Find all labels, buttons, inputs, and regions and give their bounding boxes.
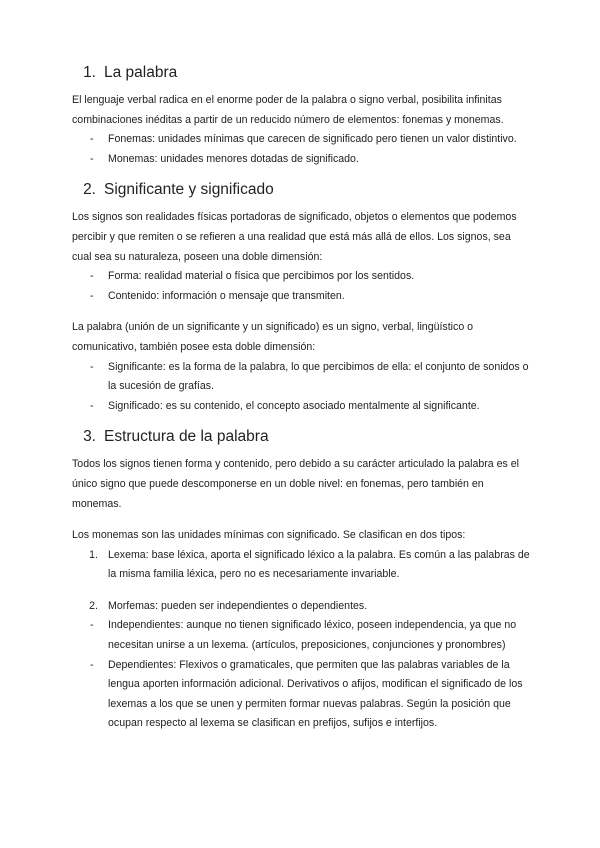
numbered-item — [72, 597, 530, 617]
list-item — [72, 397, 530, 417]
list-item-text: Fonemas: unidades mínimas que carecen de significado pero tienen un valor distintivo. — [108, 133, 517, 146]
section-number: 3. — [83, 428, 96, 446]
numbered-item-text: Morfemas: pueden ser independientes o dependientes. — [108, 599, 368, 612]
numbered-list — [72, 546, 530, 585]
section-title: Estructura de la palabra — [104, 428, 269, 446]
section-paragraph: La palabra (unión de un significante y un significado) es un signo, verbal, lingüístico o comunicativo, también posee esta doble dimensión: — [72, 321, 474, 353]
bullet-list — [72, 616, 530, 734]
section-number: 1. — [83, 64, 96, 81]
list-marker: - — [90, 619, 94, 632]
list-item-text: Significante: es la forma de la palabra, lo que percibimos de ella: el conjunto de sonidos o la sucesión de grafías. — [108, 360, 529, 393]
list-item — [72, 656, 530, 734]
section-heading-1 — [72, 62, 530, 84]
section-paragraph: El lenguaje verbal radica en el enorme poder de la palabra o signo verbal, posibilita infinitas combinaciones inéditas a partir de un reducido número de elementos: fonemas y monemas. — [72, 94, 504, 126]
section-paragraph: Los signos son realidades físicas portadoras de significado, objetos o elementos que podemos percibir y que remiten o se refieren a una realidad que está más allá de ellos. Los signos, sea cual sea su naturaleza, poseen una doble dimensión: — [72, 211, 517, 263]
list-marker: - — [90, 152, 94, 165]
list-marker: - — [90, 360, 94, 373]
list-item-text: Independientes: aunque no tienen significado léxico, poseen independencia, ya que no necesitan unirse a un lexema. (artículos, preposiciones, conjunciones y pronombres) — [108, 619, 517, 652]
list-marker: - — [90, 289, 94, 302]
list-marker: - — [90, 399, 94, 412]
numbered-item — [72, 546, 530, 585]
document-page — [72, 62, 530, 734]
list-item-text: Significado: es su contenido, el concepto asociado mentalmente al significante. — [108, 399, 480, 412]
section-heading-2 — [72, 179, 530, 201]
list-marker: - — [90, 270, 94, 283]
list-item — [72, 150, 530, 170]
section-heading-3 — [72, 426, 530, 448]
list-item — [72, 267, 530, 287]
bullet-list — [72, 130, 530, 169]
bullet-list — [72, 358, 530, 417]
list-item — [72, 358, 530, 397]
list-item-text: Dependientes: Flexivos o gramaticales, que permiten que las palabras variables de la lengua aporten información adicional. Derivativos o afijos, modifican el significado de los lexemas a los que se unen y permiten formar nuevas palabras. Según la posición que ocupan respecto al lexema se clasifican en prefijos, sufijos e interfijos. — [108, 658, 523, 730]
section-paragraph: Los monemas son las unidades mínimas con significado. Se clasifican en dos tipos: — [72, 529, 466, 542]
bullet-list — [72, 267, 530, 306]
numbered-marker: 2. — [89, 599, 98, 612]
list-item — [72, 287, 530, 307]
section-paragraph: Todos los signos tienen forma y contenido, pero debido a su carácter articulado la palabra es el único signo que puede descomponerse en un doble nivel: en fonemas, pero también en monemas. — [72, 458, 519, 510]
section-title: Significante y significado — [104, 181, 274, 199]
section-number: 2. — [83, 181, 96, 199]
numbered-marker: 1. — [89, 548, 98, 561]
list-item-text: Monemas: unidades menores dotadas de significado. — [108, 152, 359, 165]
list-marker: - — [90, 658, 94, 671]
section-title: La palabra — [104, 64, 178, 81]
numbered-item-text: Lexema: base léxica, aporta el significado léxico a la palabra. Es común a las palabras de la misma familia léxica, pero no es necesariamente invariable. — [108, 548, 530, 581]
numbered-list — [72, 597, 530, 617]
list-item-text: Forma: realidad material o física que percibimos por los sentidos. — [108, 270, 415, 283]
list-item — [72, 616, 530, 655]
list-marker: - — [90, 133, 94, 146]
list-item-text: Contenido: información o mensaje que transmiten. — [108, 289, 345, 302]
list-item — [72, 130, 530, 150]
